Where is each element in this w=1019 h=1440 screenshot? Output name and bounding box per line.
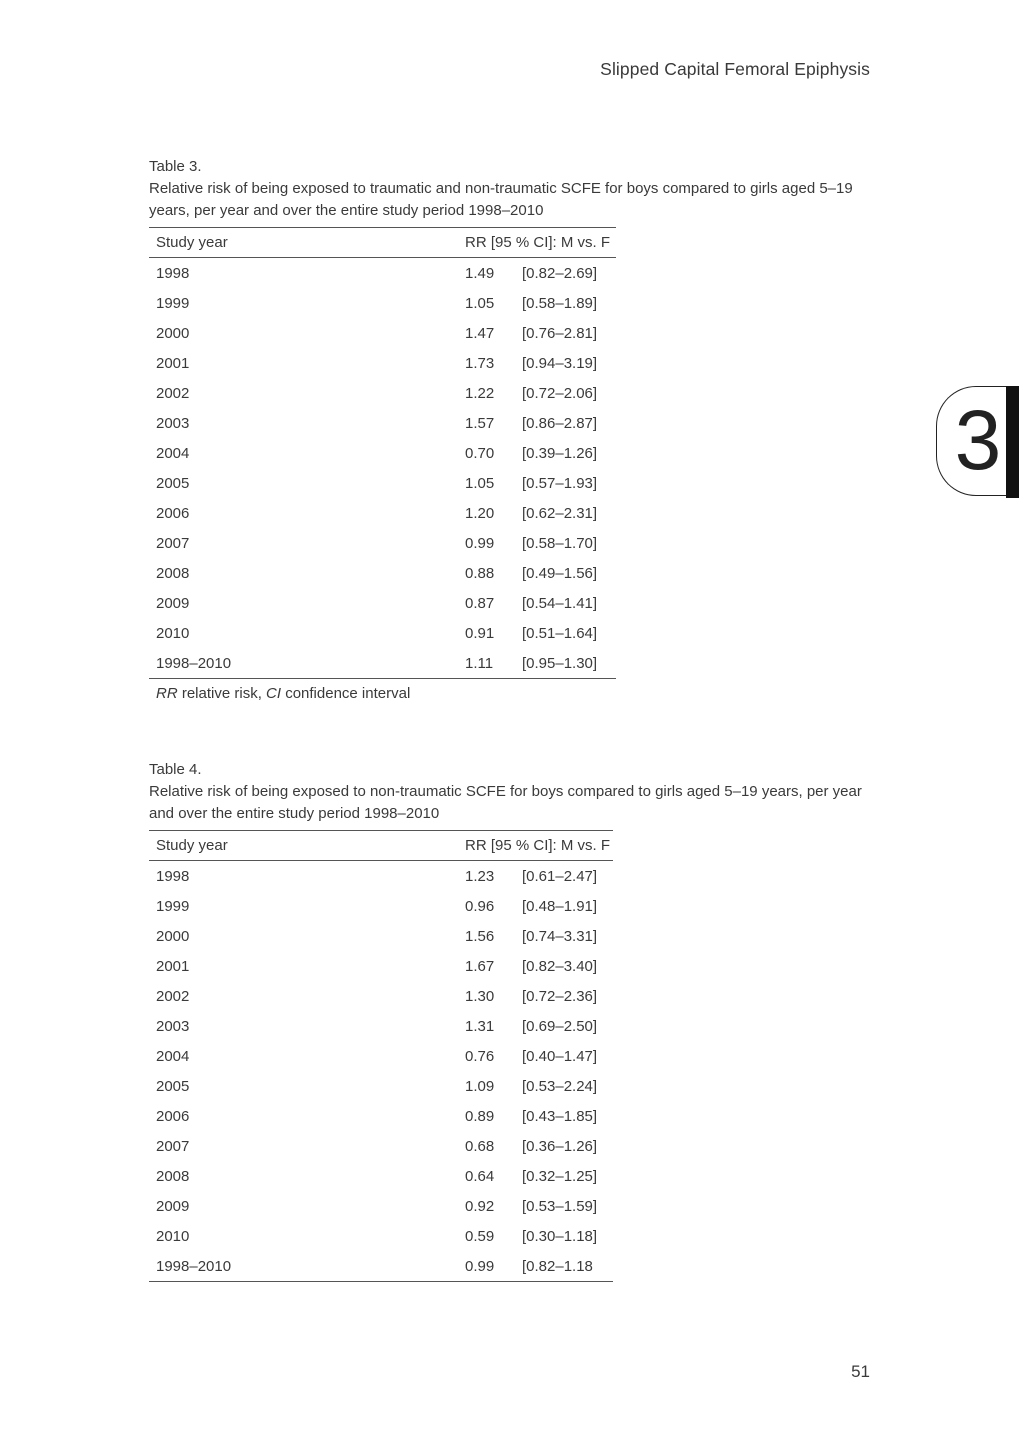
chapter-number: 3 — [954, 393, 1002, 487]
cell-ci: [0.53–2.24] — [522, 1077, 598, 1095]
cell-study-year: 2009 — [156, 594, 190, 612]
cell-ci: [0.94–3.19] — [522, 354, 598, 372]
cell-study-year: 2002 — [156, 384, 190, 402]
cell-study-year: 2010 — [156, 624, 190, 642]
table-row — [149, 318, 616, 348]
cell-study-year: 2003 — [156, 414, 190, 432]
cell-ci: [0.48–1.91] — [522, 897, 598, 915]
cell-ci: [0.40–1.47] — [522, 1047, 598, 1065]
chapter-tab-bar — [1006, 386, 1019, 498]
table-row — [149, 981, 613, 1011]
cell-study-year: 2004 — [156, 444, 190, 462]
cell-ci: [0.36–1.26] — [522, 1137, 598, 1155]
cell-rr: 1.09 — [465, 1077, 495, 1095]
table-row — [149, 558, 616, 588]
cell-ci: [0.72–2.36] — [522, 987, 598, 1005]
table-4-block — [149, 760, 871, 1282]
cell-rr: 0.70 — [465, 444, 495, 462]
table-row — [149, 528, 616, 558]
cell-rr: 1.56 — [465, 927, 495, 945]
cell-ci: [0.39–1.26] — [522, 444, 598, 462]
cell-rr: 0.68 — [465, 1137, 495, 1155]
header-rr: RR [95 % CI]: M vs. F — [465, 228, 616, 258]
cell-ci: [0.43–1.85] — [522, 1107, 598, 1125]
cell-rr: 1.31 — [465, 1017, 495, 1035]
cell-rr: 1.30 — [465, 987, 495, 1005]
footnote-ci-abbr: CI — [266, 685, 282, 702]
cell-study-year: 2005 — [156, 1077, 190, 1095]
cell-ci: [0.82–2.69] — [522, 264, 598, 282]
table-row — [149, 468, 616, 498]
table-row — [149, 1161, 613, 1191]
cell-ci: [0.82–1.18 — [522, 1251, 613, 1282]
cell-study-year: 1998 — [156, 264, 190, 282]
table-header-row — [149, 228, 616, 258]
table-row — [149, 378, 616, 408]
cell-study-year: 2006 — [156, 504, 190, 522]
table-row — [149, 1041, 613, 1071]
cell-study-year: 2008 — [156, 564, 190, 582]
cell-ci: [0.82–3.40] — [522, 957, 598, 975]
table-caption: Relative risk of being exposed to non-traumatic SCFE for boys compared to girls aged 5–19 years, per year and over the entire study period 1998–2010 — [149, 783, 862, 822]
cell-ci: [0.32–1.25] — [522, 1167, 598, 1185]
cell-ci: [0.95–1.30] — [522, 648, 616, 679]
footnote-rr-text: relative risk, — [177, 685, 267, 702]
header-study-year: Study year — [149, 228, 465, 258]
cell-rr: 1.20 — [465, 504, 495, 522]
cell-rr: 0.89 — [465, 1107, 495, 1125]
cell-study-year: 2007 — [156, 534, 190, 552]
cell-rr: 1.67 — [465, 957, 495, 975]
cell-ci: [0.51–1.64] — [522, 624, 598, 642]
cell-study-year: 1998 — [156, 867, 190, 885]
cell-ci: [0.53–1.59] — [522, 1197, 598, 1215]
cell-study-year: 2002 — [156, 987, 190, 1005]
cell-rr: 1.73 — [465, 354, 495, 372]
table-row — [149, 588, 616, 618]
cell-rr: 0.64 — [465, 1167, 495, 1185]
cell-rr: 0.99 — [465, 534, 495, 552]
cell-rr: 0.99 — [465, 1251, 522, 1282]
cell-ci: [0.49–1.56] — [522, 564, 598, 582]
table-row — [149, 288, 616, 318]
table-row — [149, 1101, 613, 1131]
cell-rr: 1.47 — [465, 324, 495, 342]
cell-rr: 0.59 — [465, 1227, 495, 1245]
table-label: Table 4. — [149, 761, 202, 778]
cell-study-year: 2000 — [156, 324, 190, 342]
cell-rr: 0.91 — [465, 624, 495, 642]
cell-study-year: 2006 — [156, 1107, 190, 1125]
cell-study-year: 1999 — [156, 294, 190, 312]
chapter-tab — [936, 386, 1019, 498]
table-row — [149, 438, 616, 468]
cell-study-year: 2005 — [156, 474, 190, 492]
table-row — [149, 648, 616, 679]
table-row — [149, 348, 616, 378]
cell-study-year: 2004 — [156, 1047, 190, 1065]
page-number: 51 — [851, 1362, 870, 1381]
cell-ci: [0.74–3.31] — [522, 927, 598, 945]
table-caption: Relative risk of being exposed to traumatic and non-traumatic SCFE for boys compared to girls aged 5–19 years, per year and over the entire study period 1998–2010 — [149, 180, 853, 219]
table-row — [149, 891, 613, 921]
cell-study-year: 2008 — [156, 1167, 190, 1185]
table-row — [149, 1221, 613, 1251]
footnote-ci-text: confidence interval — [281, 685, 411, 702]
table-row — [149, 618, 616, 648]
cell-study-year: 2001 — [156, 957, 190, 975]
cell-rr: 0.96 — [465, 897, 495, 915]
cell-ci: [0.57–1.93] — [522, 474, 598, 492]
cell-rr: 1.11 — [465, 648, 522, 679]
table-row — [149, 861, 613, 892]
table-row — [149, 1251, 613, 1282]
cell-study-year: 2000 — [156, 927, 190, 945]
header-rr: RR [95 % CI]: M vs. F — [465, 831, 613, 861]
cell-rr: 1.23 — [465, 867, 495, 885]
table-row — [149, 258, 616, 289]
cell-study-year: 2007 — [156, 1137, 190, 1155]
table-row — [149, 498, 616, 528]
cell-rr: 1.57 — [465, 414, 495, 432]
cell-study-year: 1998–2010 — [149, 1251, 465, 1282]
cell-rr: 0.88 — [465, 564, 495, 582]
cell-rr: 1.05 — [465, 474, 495, 492]
table-row — [149, 1071, 613, 1101]
cell-ci: [0.58–1.89] — [522, 294, 598, 312]
cell-ci: [0.61–2.47] — [522, 867, 598, 885]
table-row — [149, 1191, 613, 1221]
cell-rr: 0.92 — [465, 1197, 495, 1215]
cell-study-year: 1999 — [156, 897, 190, 915]
table-header-row — [149, 831, 613, 861]
cell-ci: [0.76–2.81] — [522, 324, 598, 342]
cell-rr: 0.76 — [465, 1047, 495, 1065]
table-3-block — [149, 157, 871, 702]
running-head: Slipped Capital Femoral Epiphysis — [600, 59, 870, 79]
cell-ci: [0.30–1.18] — [522, 1227, 598, 1245]
cell-study-year: 2001 — [156, 354, 190, 372]
cell-ci: [0.69–2.50] — [522, 1017, 598, 1035]
cell-rr: 1.05 — [465, 294, 495, 312]
cell-ci: [0.86–2.87] — [522, 414, 598, 432]
cell-study-year: 2010 — [156, 1227, 190, 1245]
cell-study-year: 2003 — [156, 1017, 190, 1035]
table-row — [149, 408, 616, 438]
footnote-rr-abbr: RR — [156, 685, 178, 702]
cell-ci: [0.54–1.41] — [522, 594, 598, 612]
cell-rr: 1.22 — [465, 384, 495, 402]
header-study-year: Study year — [149, 831, 465, 861]
table-row — [149, 921, 613, 951]
table-footnote — [149, 685, 871, 702]
cell-ci: [0.62–2.31] — [522, 504, 598, 522]
cell-ci: [0.72–2.06] — [522, 384, 598, 402]
table-3 — [149, 227, 616, 679]
table-row — [149, 951, 613, 981]
cell-ci: [0.58–1.70] — [522, 534, 598, 552]
table-row — [149, 1131, 613, 1161]
table-4 — [149, 830, 613, 1282]
cell-rr: 1.49 — [465, 264, 495, 282]
table-label: Table 3. — [149, 158, 202, 175]
cell-rr: 0.87 — [465, 594, 495, 612]
table-row — [149, 1011, 613, 1041]
cell-study-year: 1998–2010 — [149, 648, 465, 679]
cell-study-year: 2009 — [156, 1197, 190, 1215]
